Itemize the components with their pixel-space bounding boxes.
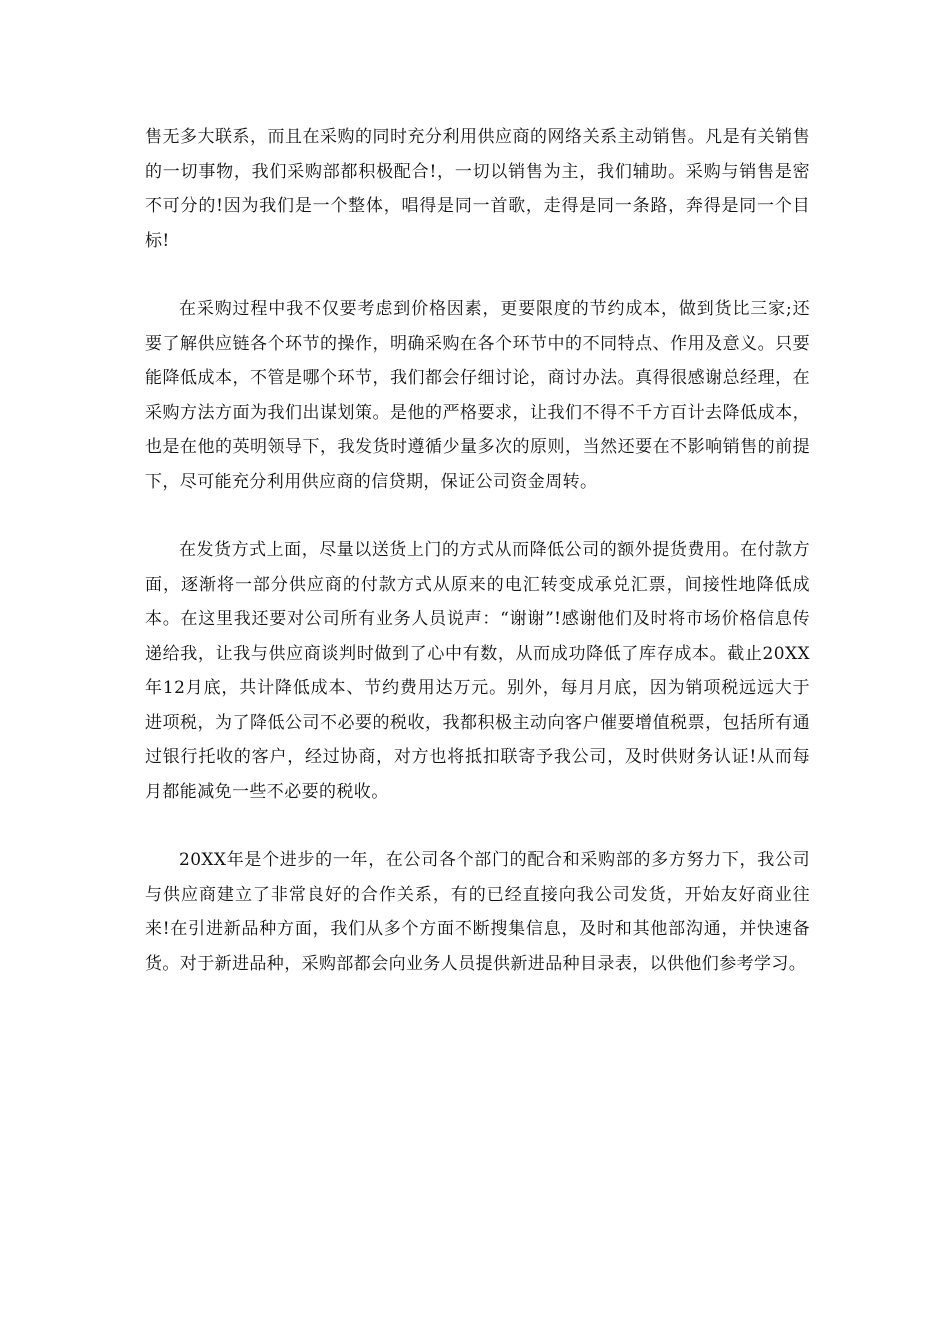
paragraph-delivery-payment: 在发货方式上面，尽量以送货上门的方式从而降低公司的额外提货费用。在付款方面，逐渐将一部分供应商的付款方式从原来的电汇转变成承兑汇票，间接性地降低成本。在这里我还要对公司所有业务人员说声：“谢谢”!感谢他们及时将市场价格信息传递给我，让我与供应商谈判时做到了心中有数，从而成功降低了库存成本。截止20XX年12月底，共计降低成本、节约费用达万元。别外，每月月底，因为销项税远远大于进项税，为了降低公司不必要的税收，我都积极主动向客户催要增值税票，包括所有通过银行托收的客户，经过协商，对方也将抵扣联寄予我公司，及时供财务认证!从而每月都能减免一些不必要的税收。	[145, 540, 810, 802]
paragraph-yearly-progress: 20XX年是个进步的一年，在公司各个部门的配合和采购部的多方努力下，我公司与供应商建立了非常良好的合作关系，有的已经直接向我公司发货，开始友好商业往来!在引进新品种方面，我们从多个方面不断搜集信息，及时和其他部沟通，并快速备货。对于新进品种，采购部都会向业务人员提供新进品种目录表，以供他们参考学习。	[145, 850, 810, 974]
paragraph-continuation: 售无多大联系，而且在采购的同时充分利用供应商的网络关系主动销售。凡是有关销售的一切事物，我们采购部都积极配合!，一切以销售为主，我们辅助。采购与销售是密不可分的!因为我们是一个整体，唱得是同一首歌，走得是同一条路，奔得是同一个目标!	[145, 127, 810, 251]
paragraph-procurement-cost: 在采购过程中我不仅要考虑到价格因素，更要限度的节约成本，做到货比三家;还要了解供应链各个环节的操作，明确采购在各个环节中的不同特点、作用及意义。只要能降低成本，不管是哪个环节，我们都会仔细讨论，商讨办法。真得很感谢总经理，在采购方法方面为我们出谋划策。是他的严格要求，让我们不得不千方百计去降低成本，也是在他的英明领导下，我发货时遵循少量多次的原则，当然还要在不影响销售的前提下，尽可能充分利用供应商的信贷期，保证公司资金周转。	[145, 299, 810, 492]
document-body	[145, 120, 810, 1015]
